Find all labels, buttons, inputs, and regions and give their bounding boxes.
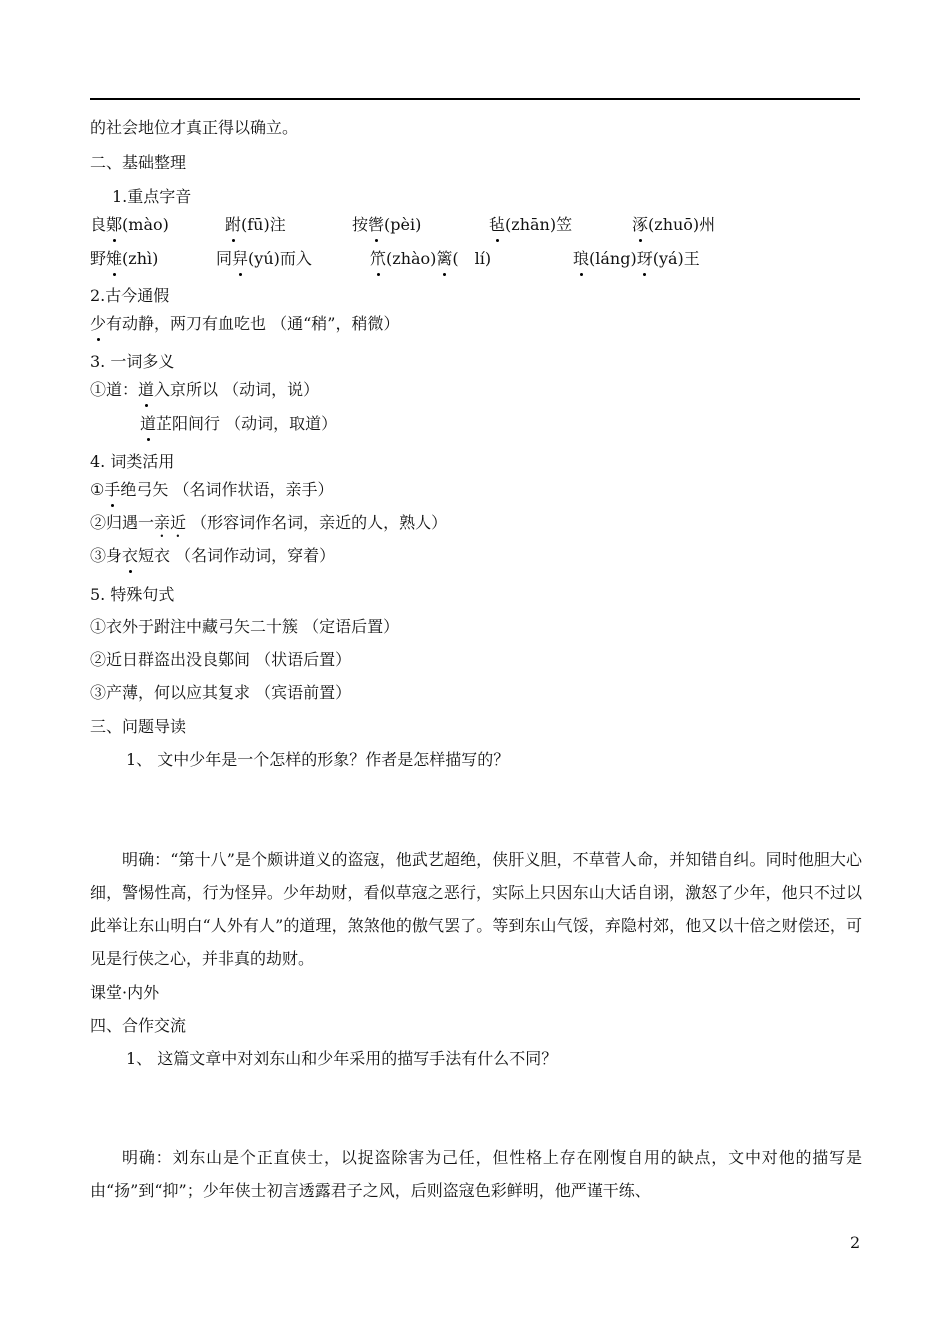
subsection-heading: 2.古今通假 — [90, 286, 170, 305]
pron-item: 笊(zhào)篱( lí) — [370, 249, 492, 268]
dotted-char: 衣 — [122, 546, 139, 565]
text-line: ①手绝弓矢 （名词作状语，亲手） — [90, 480, 334, 499]
dotted-char: 琅 — [573, 249, 590, 268]
section-label: 课堂·内外 — [90, 983, 160, 1002]
dotted-char: 雉 — [106, 249, 123, 268]
dotted-char: 舁 — [232, 249, 249, 268]
subsection-heading: 4. 词类活用 — [90, 452, 175, 471]
page-number: 2 — [850, 1233, 861, 1252]
text-line: ②归遇一亲近 （形容词作名词，亲近的人，熟人） — [90, 513, 448, 532]
text-line: ①衣外于跗注中藏弓矢二十簇 （定语后置） — [90, 617, 400, 636]
dotted-char: 毡 — [489, 215, 506, 234]
dotted-char: 少 — [90, 314, 107, 333]
subsection-heading: 1.重点字音 — [112, 187, 192, 206]
answer-paragraph: 明确：“第十八”是个颇讲道义的盗寇，他武艺超绝，侠肝义胆，不草菅人命，并知错自纠。同时他胆大心细，警惕性高，行为怪异。少年劫财，看似草寇之恶行，实际上只因东山大话自诩，激怒了少年，他只不过以此举让东山明白“人外有人”的道理，煞煞他的傲气罢了。等到东山气馁，弃隐村郊，他又以十倍之财偿还，可见是行侠之心，并非真的劫财。 — [90, 850, 862, 968]
subsection-heading: 5. 特殊句式 — [90, 585, 175, 604]
dotted-char: 辔 — [368, 215, 385, 234]
dotted-char: 手 — [104, 480, 121, 499]
dotted-char: 鄚 — [106, 215, 123, 234]
text-line: 少有动静，两刀有血吃也 （通“稍”，稍微） — [90, 314, 400, 333]
dotted-char: 篱 — [436, 249, 453, 268]
answer-paragraph: 明确：刘东山是个正直侠士，以捉盗除害为己任，但性格上存在刚愎自用的缺点，文中对他的描写是由“扬”到“抑”；少年侠士初言透露君子之风，后则盗寇色彩鲜明，他严谨干练、 — [90, 1148, 862, 1200]
text-line: 的社会地位才真正得以确立。 — [90, 118, 299, 137]
section-heading: 四、合作交流 — [90, 1016, 187, 1035]
dotted-char: 道 — [138, 380, 155, 399]
pron-item: 毡(zhān)笠 — [489, 215, 573, 234]
text-line: ③产薄，何以应其复求 （宾语前置） — [90, 683, 352, 702]
pron-item: 按辔(pèi) — [352, 215, 422, 234]
subsection-heading: 3. 一词多义 — [90, 352, 175, 371]
question: 1、 文中少年是一个怎样的形象？作者是怎样描写的？ — [126, 750, 510, 769]
dotted-char: 笊 — [370, 249, 387, 268]
text-line: ②近日群盗出没良鄚间 （状语后置） — [90, 650, 352, 669]
question: 1、 这篇文章中对刘东山和少年采用的描写手法有什么不同？ — [126, 1049, 558, 1068]
text-line: ①道：道入京所以 （动词，说） — [90, 380, 320, 399]
dotted-char: 玡 — [636, 249, 653, 268]
dotted-char: 亲近 — [154, 513, 187, 532]
section-heading: 三、问题导读 — [90, 717, 187, 736]
pron-item: 野雉(zhì) — [90, 249, 159, 268]
pron-item: 涿(zhuō)州 — [632, 215, 716, 234]
pron-item: 良鄚(mào) — [90, 215, 169, 234]
dotted-char: 涿 — [632, 215, 649, 234]
dotted-char: 跗 — [225, 215, 242, 234]
pron-item: 同舁(yú)而入 — [216, 249, 312, 268]
pron-item: 琅(láng)玡(yá)王 — [573, 249, 700, 268]
text-line: 道芷阳间行 （动词，取道） — [140, 414, 338, 433]
pron-item: 跗(fū)注 — [225, 215, 286, 234]
dotted-char: 道 — [140, 414, 157, 433]
text-line: ③身衣短衣 （名词作动词，穿着） — [90, 546, 336, 565]
section-heading: 二、基础整理 — [90, 153, 187, 172]
header-rule — [90, 98, 860, 100]
